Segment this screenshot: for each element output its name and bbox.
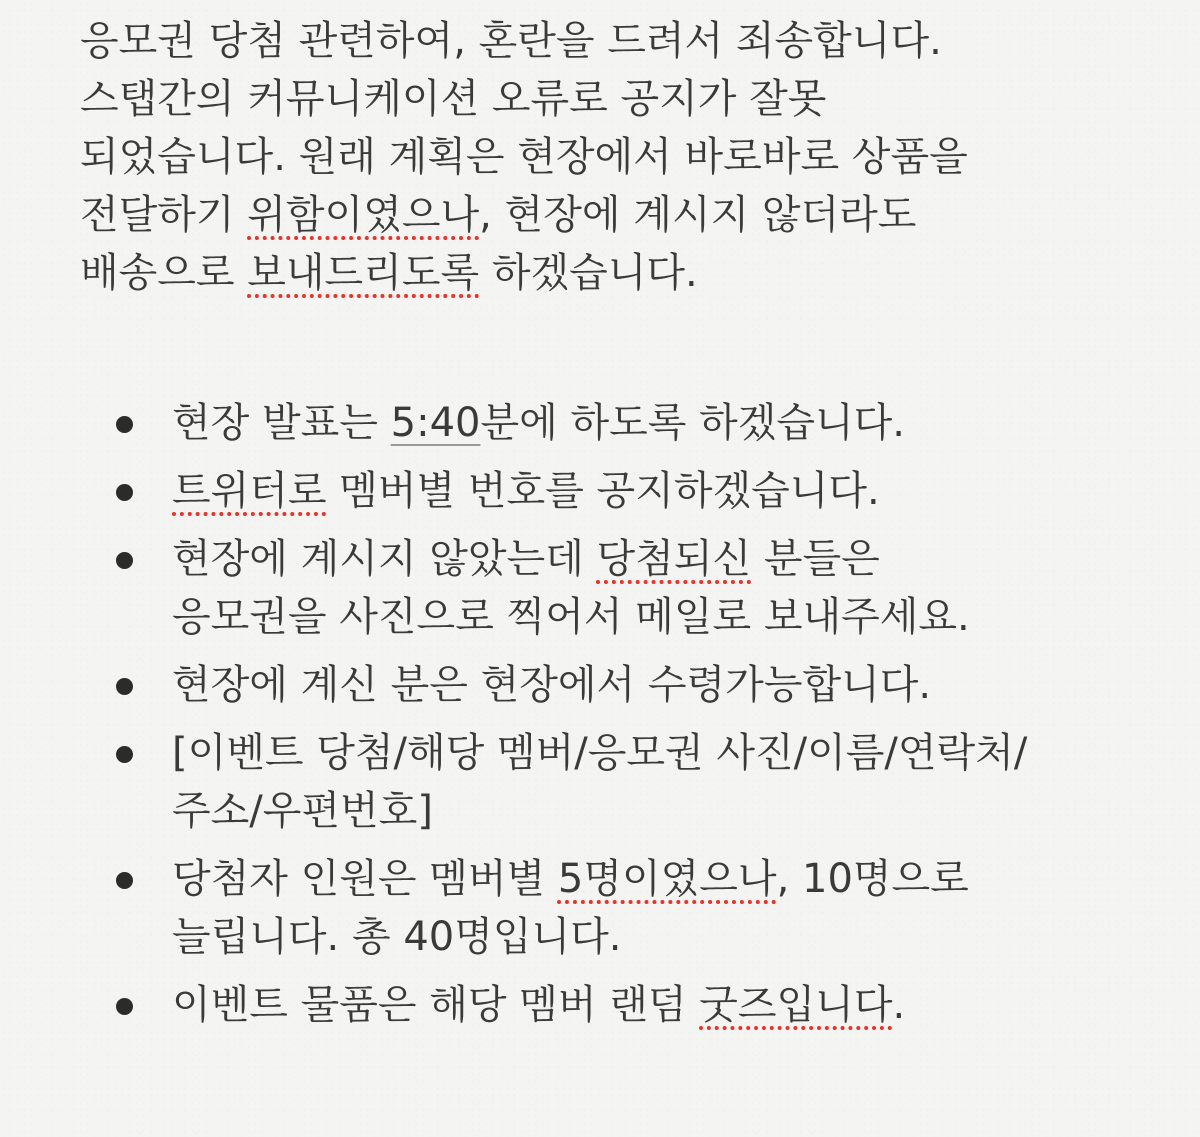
text-segment: 현장에 계신 분은 현장에서 수령가능합니다. (172, 662, 932, 708)
misspelled-word: 위함이였으나 (247, 192, 480, 238)
text-line (172, 976, 1180, 1034)
bullet-dot-icon (116, 484, 133, 501)
bullet-item (80, 976, 1180, 1034)
text-segment: 당첨자 인원은 멤버별 (172, 856, 558, 902)
text-segment: 멤버별 번호를 공지하겠습니다. (326, 468, 880, 514)
bullet-dot-icon (116, 998, 133, 1015)
bullet-dot-icon (116, 552, 133, 569)
text-line (80, 128, 1180, 186)
text-line (172, 530, 1180, 588)
text-line (172, 394, 1180, 452)
text-line (172, 724, 1180, 782)
text-segment: 이벤트 물품은 해당 멤버 랜덤 (172, 982, 700, 1028)
text-line (172, 462, 1180, 520)
misspelled-word: 보내드리도록 (247, 250, 480, 296)
text-segment: [이벤트 당첨/해당 멤버/응모권 사진/이름/연락처/ (172, 730, 1028, 776)
bullet-item (80, 394, 1180, 452)
text-segment: 되었습니다. 원래 계획은 현장에서 바로바로 상품을 (80, 134, 968, 180)
bullet-dot-icon (116, 872, 133, 889)
intro-paragraph (80, 12, 1180, 302)
text-line (172, 782, 1180, 840)
bullet-list (80, 394, 1180, 1034)
misspelled-word: 5명이였으나 (557, 856, 777, 902)
bullet-item (80, 724, 1180, 840)
bullet-item (80, 850, 1180, 966)
text-line (80, 244, 1180, 302)
text-line (172, 908, 1180, 966)
bullet-item (80, 530, 1180, 646)
text-line (172, 656, 1180, 714)
bullet-item (80, 462, 1180, 520)
text-segment: 응모권을 사진으로 찍어서 메일로 보내주세요. (172, 594, 970, 640)
note-body[interactable] (80, 12, 1180, 1034)
text-segment: 배송으로 (80, 250, 248, 296)
text-segment: 스탭간의 커뮤니케이션 오류로 공지가 잘못 (80, 76, 827, 122)
text-segment: 현장에 계시지 않았는데 (172, 536, 597, 582)
bullet-item (80, 656, 1180, 714)
misspelled-word: 트위터로 (172, 468, 327, 514)
misspelled-word: 굿즈입니다 (699, 982, 893, 1028)
bullet-dot-icon (116, 746, 133, 763)
bullet-dot-icon (116, 678, 133, 695)
bullet-dot-icon (116, 416, 133, 433)
text-segment: 분에 하도록 하겠습니다. (480, 400, 906, 446)
text-line (172, 850, 1180, 908)
text-segment: 현장 발표는 (172, 400, 391, 446)
text-segment: 전달하기 (80, 192, 248, 238)
text-segment: , 현장에 계시지 않더라도 (479, 192, 917, 238)
text-segment: 주소/우편번호] (172, 788, 433, 834)
text-segment: , 10명으로 (776, 856, 969, 902)
text-segment: 응모권 당첨 관련하여, 혼란을 드려서 죄송합니다. (80, 18, 942, 64)
text-segment: . (892, 982, 906, 1028)
detected-time-link[interactable]: 5:40 (390, 400, 481, 446)
text-segment: 하겠습니다. (479, 250, 698, 296)
text-line (172, 588, 1180, 646)
text-line (80, 12, 1180, 70)
text-line (80, 186, 1180, 244)
text-segment: 분들은 (751, 536, 880, 582)
text-segment: 늘립니다. 총 40명입니다. (172, 914, 622, 960)
text-line (80, 70, 1180, 128)
misspelled-word: 당첨되신 (596, 536, 752, 582)
